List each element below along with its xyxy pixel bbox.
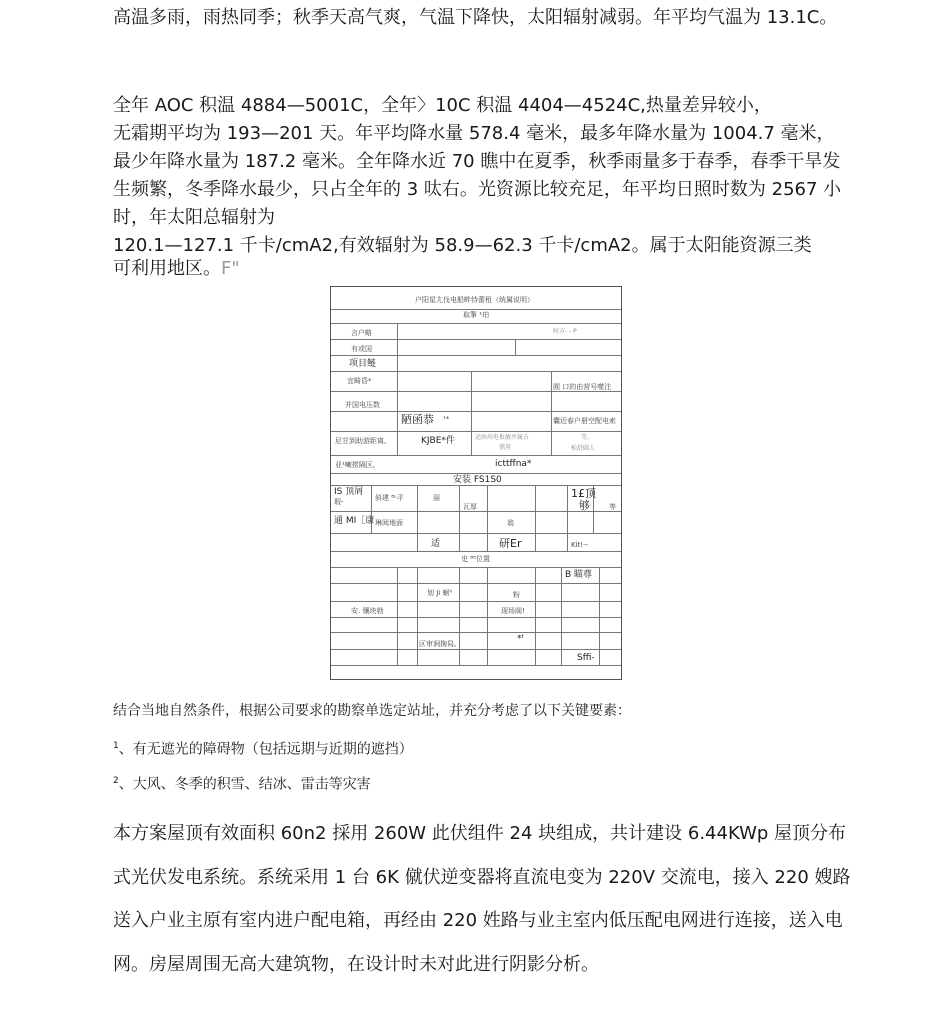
- side-note: 阿方- - P: [553, 328, 577, 335]
- roof-top-label-2: 瑕-: [334, 498, 344, 506]
- form-rule: [567, 485, 568, 551]
- install-heading: 安装 FS1S0: [453, 475, 502, 485]
- sffi-label: Sffi-: [577, 653, 595, 663]
- distance-label: 尼甘到助游距离,: [335, 437, 387, 445]
- etc-note: 等,: [581, 434, 589, 441]
- voltage-label: 并国电压数: [345, 401, 380, 409]
- form-rule: [331, 371, 621, 372]
- form-rule: [331, 431, 621, 432]
- near-box-note: 囊近春户册空配电索: [553, 417, 616, 425]
- factors-intro: 结合当地自然条件，根据公司要求的勘察单选定站址，并充分考虑了以下关键要素：: [113, 703, 631, 719]
- cable-route: 运由出电板敏并属占: [475, 434, 530, 441]
- wiring-label: 陋函恭: [401, 413, 434, 426]
- customer-label: 言户略: [351, 329, 372, 337]
- cable-route-2: 鼎用: [499, 444, 512, 451]
- form-rule: [331, 583, 621, 584]
- form-rule: [417, 485, 418, 551]
- ji-label: 划 Ji 蛔ʰ: [427, 589, 453, 597]
- temperature-line-2: 无霜期平均为 193—201 天。年平均降水量 578.4 毫米，最多年降水量为 1004.7 毫米，最少年降水量为 187.2 毫米。全年降水近 70 瞧中在夏季，秋季雨量多于春季，春季干旱发生频繁，冬季降水最少，只占全年的 3 呔右。光资源比较充足，年平均日照时数为 2567 小时，年太阳总辐射为: [113, 123, 842, 228]
- kjbe-label: KJBE*件: [421, 436, 455, 446]
- roof-area-label: 亚¹喇捞隔区,: [335, 461, 376, 469]
- form-rule: [331, 355, 621, 356]
- factor-item-1: [113, 737, 413, 759]
- factor-text-1: 、有无遮光的障碍物（包括远期与近期的遮挡）: [118, 741, 413, 758]
- temperature-paragraph: [113, 92, 848, 278]
- top-right-label-2: 够: [579, 499, 590, 512]
- factor-number-2: 2: [113, 776, 119, 786]
- site-label: 现场阁!: [501, 607, 525, 615]
- form-rule: [417, 567, 418, 665]
- form-rule: [599, 567, 600, 665]
- cell-r3: Kit!--: [571, 541, 589, 549]
- grid-note: 囿 口的由营号噬注: [553, 383, 612, 391]
- factor-text-2: 、大风、冬季的积雪、结冰、雷击等灾害: [118, 776, 371, 793]
- form-rule: [459, 567, 460, 665]
- form-title: 户阳星尢伐电船畔恃蕾租（统属说明）: [415, 296, 534, 304]
- form-rule: [487, 567, 488, 665]
- top-right-label: 1£顶: [571, 487, 596, 500]
- contact-label: 有或国: [351, 345, 372, 353]
- form-rule: [331, 632, 621, 633]
- fen-label: 粉: [513, 591, 520, 599]
- form-rule: [331, 665, 621, 666]
- form-rule: [331, 601, 621, 602]
- cell-r2: 研Er: [499, 537, 522, 550]
- form-rule: [331, 323, 621, 324]
- form-rule: [515, 339, 516, 355]
- form-rule: [551, 371, 552, 455]
- factor-item-2: [113, 772, 371, 794]
- form-rule: [487, 485, 488, 551]
- form-rule: [397, 323, 398, 455]
- form-rule: [331, 473, 621, 474]
- slope-label: 斜建 ᴮᴸ平: [375, 494, 404, 502]
- zone-label: 区审涧掬舄,: [419, 640, 457, 648]
- roof-top-label: IS 顶屑: [334, 487, 364, 497]
- eq-label: 等: [609, 503, 616, 511]
- form-rule: [459, 485, 460, 551]
- form-rule: [331, 567, 621, 568]
- form-rule: [331, 617, 621, 618]
- temperature-line-3: 120.1—127.1 千卡/cmA2,有效辐射为 58.9—62.3 千卡/cmA2。属于太阳能资源三类: [113, 235, 812, 256]
- site-survey-form: [330, 286, 622, 680]
- form-rule: [331, 339, 621, 340]
- form-rule: [561, 567, 562, 665]
- install-location: 安. 镶块勃: [351, 607, 384, 615]
- form-rule: [535, 567, 536, 665]
- factor-number-1: 1: [113, 741, 119, 751]
- form-rule: [331, 411, 621, 412]
- climate-paragraph: 高温多雨，雨热同季；秋季天高气爽，气温下降快，太阳辐射减弱。年平均气温为 13.1C。: [113, 7, 838, 28]
- cell-r1: 适: [431, 539, 441, 549]
- tile-label: 瓦厚: [463, 503, 477, 511]
- project-label: 项目鲢: [349, 359, 377, 369]
- cell-b1: 丽: [433, 494, 440, 502]
- form-rule: [331, 309, 621, 310]
- ground-label: 通 MI［康: [334, 516, 375, 526]
- light-note: 松舒圆人: [571, 445, 596, 452]
- form-rule: [331, 455, 621, 456]
- footnote-mark: F": [221, 258, 240, 279]
- system-description: 本方案屋顶有效面积 60n2 採用 260W 此伏组件 24 块组成，共计建设 6.44KWp 屋顶分布式光伏发电系统。系统采用 1 台 6K 僦伏逆变器将直流电变为 220V 交流电，接入 220 嫂路送入户业主原有室内进户配电箱，再经由 220 姓路与业主室内低压配电网进行连接，送入电网。房屋周围无高大建筑物，在设计时未对此进行阴影分析。: [113, 823, 851, 975]
- form-rule: [397, 567, 398, 665]
- form-rule: [331, 551, 621, 552]
- wiring-mark: ¹*: [443, 415, 450, 423]
- form-rule: [331, 649, 621, 650]
- form-rule: [471, 371, 472, 455]
- form-rule: [535, 485, 536, 551]
- form-rule: [331, 485, 621, 486]
- temperature-line-1: 全年 AOC 积温 4884—5001C，全年〉10C 积温 4404—4524C,热量差异较小，: [113, 95, 772, 116]
- form-subtitle: 取掣 ¹珀: [463, 311, 490, 319]
- ground-area-label: 琳阅地面: [375, 519, 403, 527]
- star-mark: *ᵗ: [517, 634, 525, 644]
- form-rule: [331, 533, 621, 534]
- temperature-line-4: 可利用地区。: [113, 258, 221, 279]
- icttf-label: icttffna*: [495, 459, 532, 469]
- b-view-label: B 瞄尊: [565, 570, 593, 580]
- mid-cell: 翁: [507, 519, 514, 527]
- address-label: 宜畸昏*: [347, 377, 372, 385]
- position-heading: 史 ᴮᴱ位置: [461, 555, 491, 563]
